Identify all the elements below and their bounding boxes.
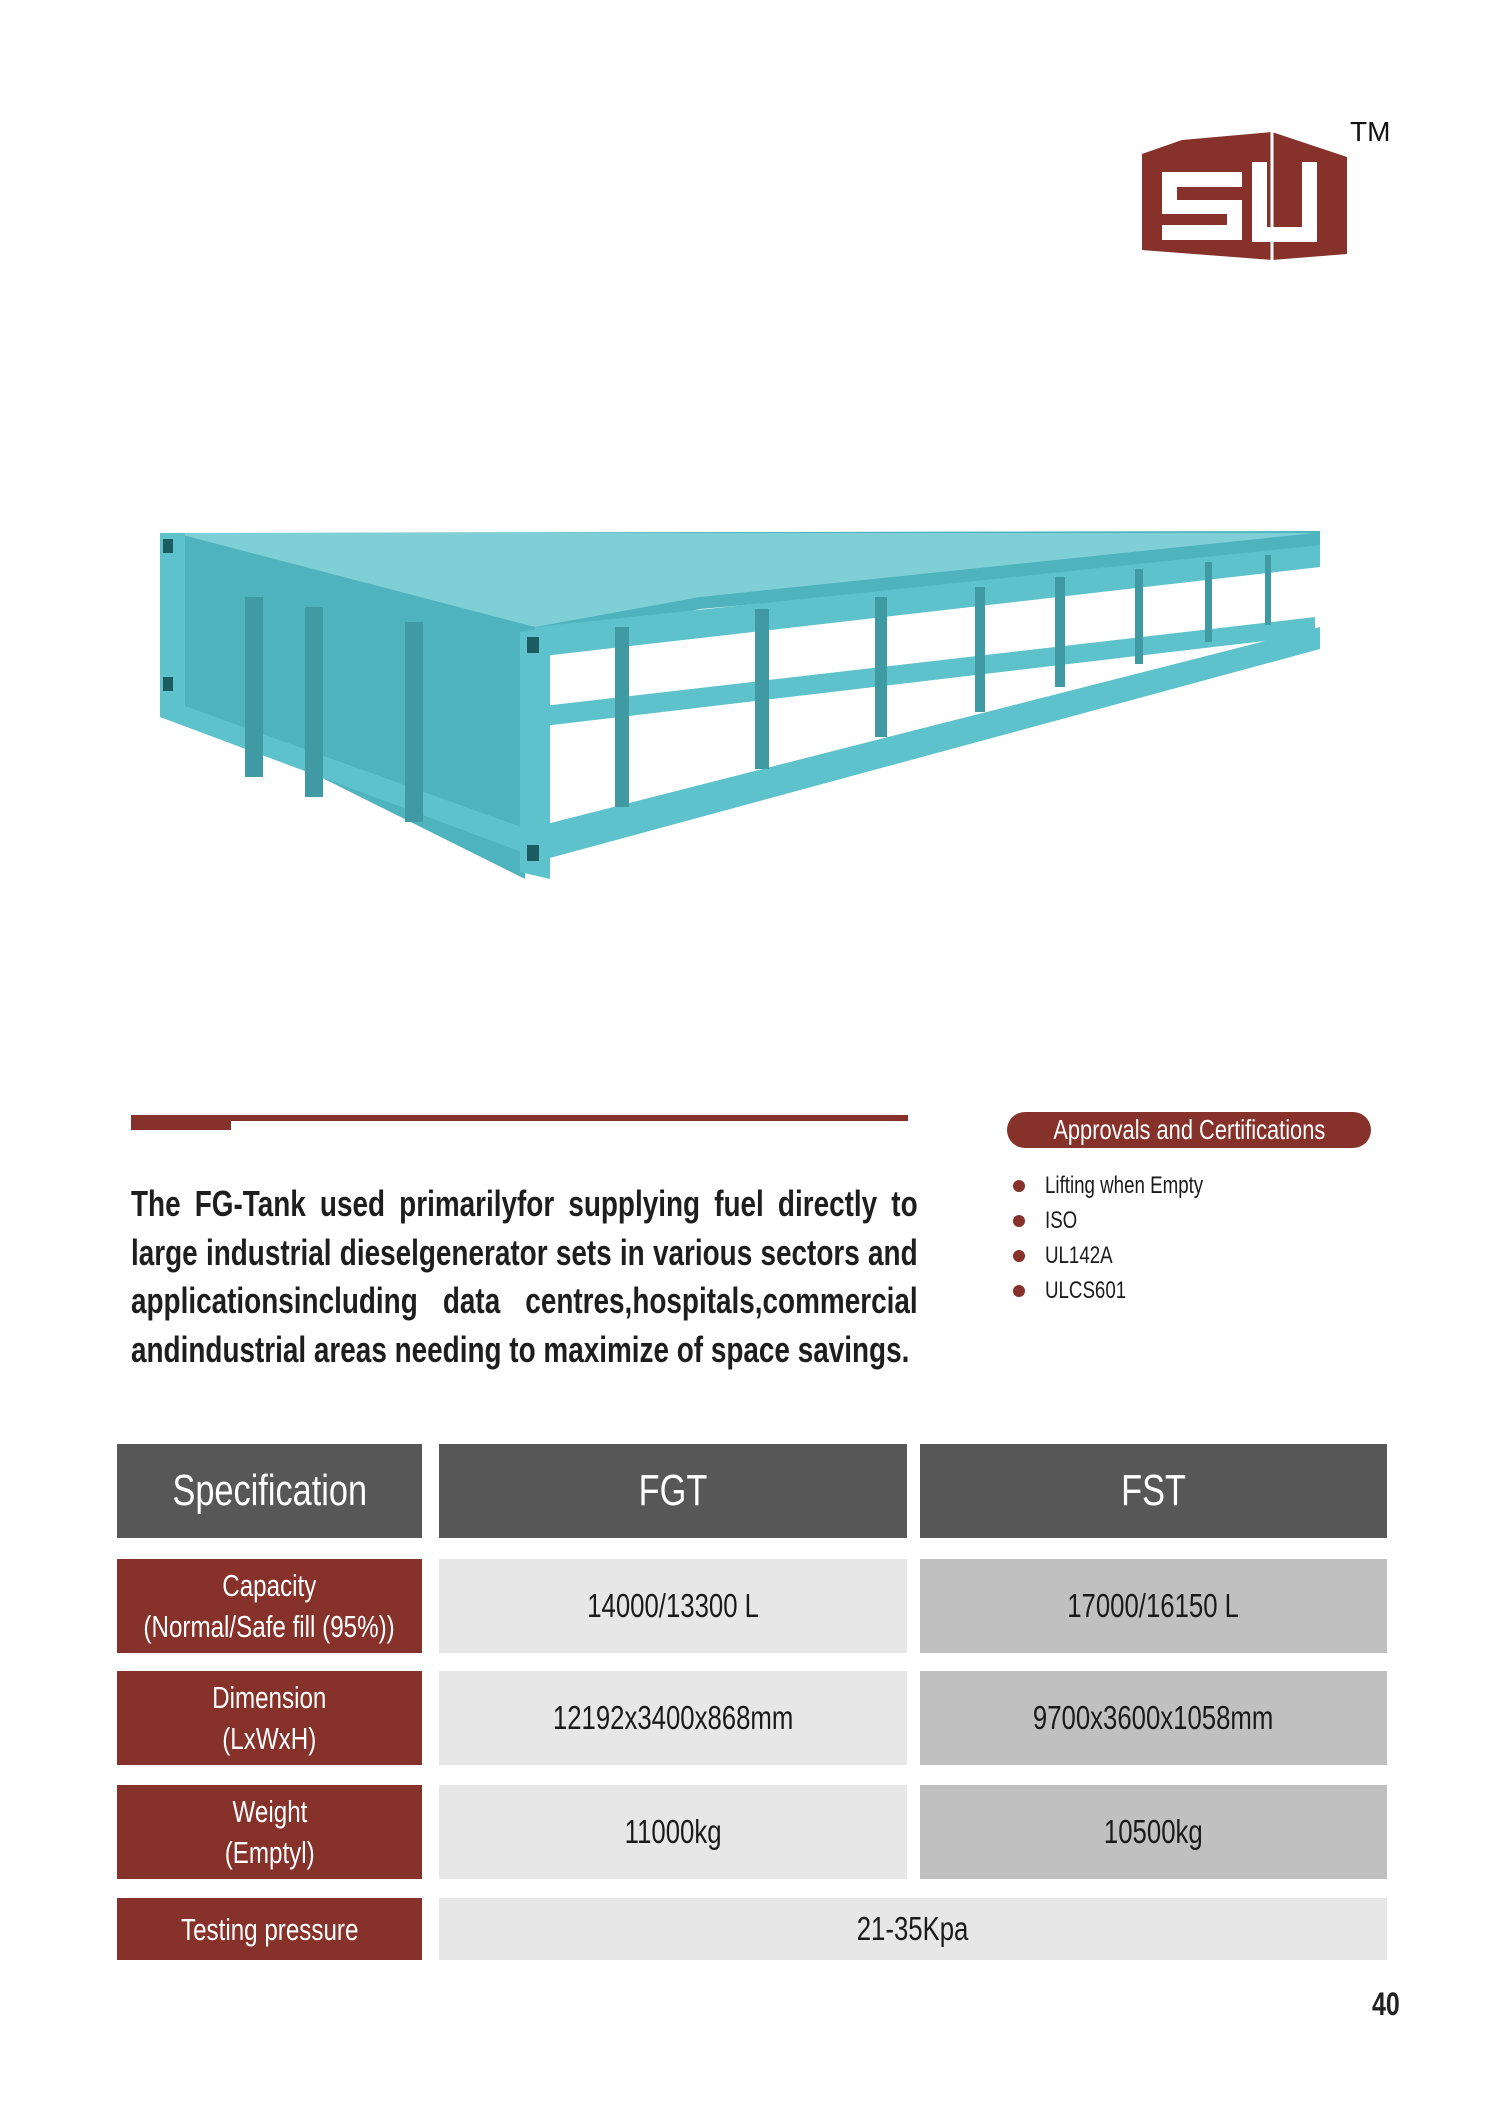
list-item: Lifting when Empty xyxy=(1013,1168,1248,1203)
bullet-icon xyxy=(1013,1285,1025,1297)
trademark-symbol: TM xyxy=(1350,116,1391,147)
fst-capacity: 17000/16150 L xyxy=(920,1559,1387,1653)
header-specification: Specification xyxy=(117,1444,422,1538)
header-fgt: FGT xyxy=(439,1444,907,1538)
testing-pressure-value: 21-35Kpa xyxy=(439,1898,1387,1960)
list-item: ULCS601 xyxy=(1013,1273,1248,1308)
header-fst: FST xyxy=(920,1444,1387,1538)
fst-weight: 10500kg xyxy=(920,1785,1387,1879)
row-label-weight: Weight (Emptyl) xyxy=(117,1785,422,1879)
bullet-icon xyxy=(1013,1215,1025,1227)
accent-divider xyxy=(131,1115,908,1121)
fgt-weight: 11000kg xyxy=(439,1785,907,1879)
approvals-title: Approvals and Certifications xyxy=(1053,1114,1325,1145)
list-item: UL142A xyxy=(1013,1238,1248,1273)
fgt-capacity: 14000/13300 L xyxy=(439,1559,907,1653)
brand-logo xyxy=(1142,132,1347,260)
bullet-icon xyxy=(1013,1250,1025,1262)
product-image xyxy=(155,527,1325,879)
approvals-pill xyxy=(1007,1112,1371,1148)
row-label-dimension: Dimension (LxWxH) xyxy=(117,1671,422,1765)
page-number: 40 xyxy=(1372,1986,1400,2022)
row-label-testing-pressure: Testing pressure xyxy=(117,1898,422,1960)
fst-dimension: 9700x3600x1058mm xyxy=(920,1671,1387,1765)
approvals-list xyxy=(1013,1168,1248,1308)
bullet-icon xyxy=(1013,1180,1025,1192)
fgt-dimension: 12192x3400x868mm xyxy=(439,1671,907,1765)
product-description: The FG-Tank used primarilyfor supplying fuel directly to large industrial dieselgenerator sets in various sectors and applicationsincluding data centres,hospitals,commercial andindustrial areas needing to maximize of space savings. xyxy=(131,1183,918,1370)
accent-divider-thick xyxy=(131,1115,231,1130)
row-label-capacity: Capacity (Normal/Safe fill (95%)) xyxy=(117,1559,422,1653)
list-item: ISO xyxy=(1013,1203,1248,1238)
